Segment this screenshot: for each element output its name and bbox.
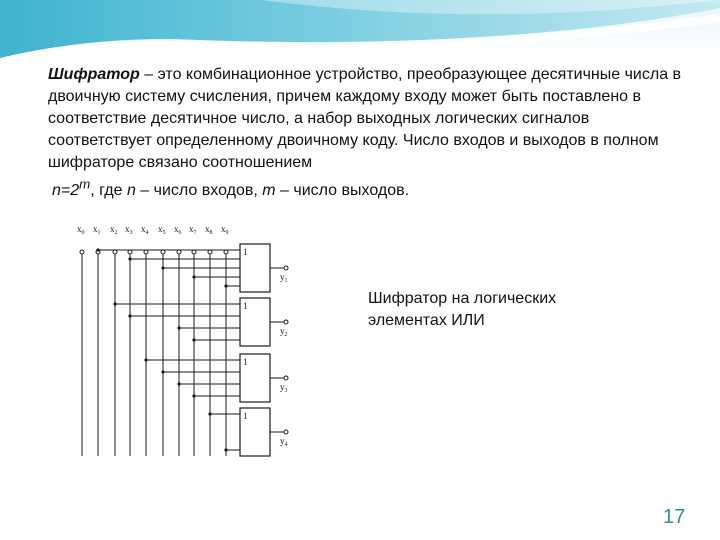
diagram-caption: Шифратор на логических элементах ИЛИ <box>368 290 557 329</box>
output-terminal-4 <box>284 430 288 434</box>
page-number: 17 <box>663 506 686 528</box>
or-gate-symbol-3: 1 <box>243 357 248 367</box>
junction-dot <box>177 382 180 385</box>
junction-dot <box>161 370 164 373</box>
input-terminal-8 <box>208 250 212 254</box>
input-terminal-5 <box>161 250 165 254</box>
input-terminal-0 <box>80 250 84 254</box>
input-label-x0: $x_0$ <box>77 224 85 236</box>
or-gate-symbol-1: 1 <box>243 247 248 257</box>
input-terminal-2 <box>113 250 117 254</box>
input-label-x4: $x_4$ <box>141 224 149 236</box>
junction-dot <box>192 338 195 341</box>
input-label-x5: $x_5$ <box>158 224 166 236</box>
output-label-y1: $y_1$ <box>280 272 288 284</box>
input-terminal-4 <box>144 250 148 254</box>
junction-dot <box>128 314 131 317</box>
term-encoder: Шифратор <box>48 66 140 83</box>
or-gate-symbol-4: 1 <box>243 411 248 421</box>
definition-text: – это комбинационное устройство, преобразующее десятичные числа в двоичную систему счисления, причем каждому входу может быть поставлено в соответствие десятичное число, а набор выходных логических сигналов соответствует определенному двоичному коду. Число входов и выходов в полном шифраторе связано соотношением <box>48 66 682 171</box>
input-label-x2: $x_2$ <box>110 224 118 236</box>
output-label-y3: $y_3$ <box>280 382 288 394</box>
output-terminal-2 <box>284 320 288 324</box>
input-terminal-9 <box>224 250 228 254</box>
junction-dot <box>224 284 227 287</box>
junction-dot <box>192 394 195 397</box>
m-description: – число выходов. <box>275 182 410 200</box>
formula-separator: , где <box>90 182 127 200</box>
junction-dot <box>224 448 227 451</box>
n-description: – число входов, <box>135 182 263 200</box>
or-gate-symbol-2: 1 <box>243 301 248 311</box>
junction-dot <box>113 302 116 305</box>
input-terminal-7 <box>192 250 196 254</box>
input-label-x7: $x_7$ <box>189 224 197 236</box>
junction-dot <box>144 358 147 361</box>
junction-dot <box>96 248 99 251</box>
junction-dot <box>161 266 164 269</box>
junction-dot <box>192 275 195 278</box>
junction-dot <box>128 257 131 260</box>
junction-dot <box>177 326 180 329</box>
input-label-x8: $x_8$ <box>205 224 213 236</box>
input-terminal-3 <box>128 250 132 254</box>
input-label-x1: $x_1$ <box>93 224 101 236</box>
output-terminal-3 <box>284 376 288 380</box>
input-terminal-6 <box>177 250 181 254</box>
input-label-x3: $x_3$ <box>125 224 133 236</box>
output-label-y4: $y_4$ <box>280 436 288 448</box>
var-n: n <box>126 182 136 200</box>
input-label-x9: $x_9$ <box>221 224 229 236</box>
encoder-circuit-diagram <box>68 218 308 462</box>
formula-base: n=2 <box>52 182 80 200</box>
formula-line <box>48 177 410 200</box>
var-m: m <box>262 182 276 200</box>
output-label-y2: $y_2$ <box>280 326 288 338</box>
junction-dot <box>208 412 211 415</box>
output-terminal-1 <box>284 266 288 270</box>
definition-paragraph <box>48 64 688 202</box>
input-label-x6: $x_6$ <box>174 224 182 236</box>
formula-exponent: m <box>79 177 91 192</box>
